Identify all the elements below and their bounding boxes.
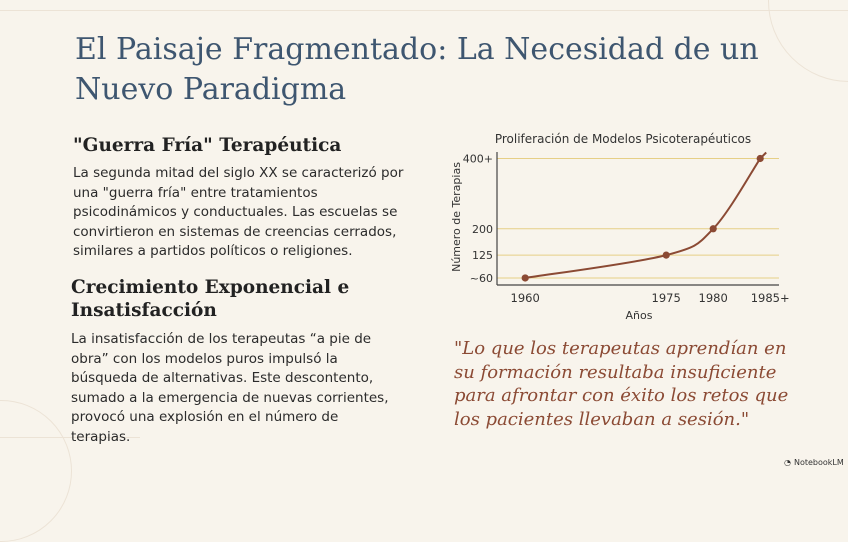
chart-data-point xyxy=(710,225,717,232)
pull-quote: "Lo que los terapeutas aprendían en su formación resultaba insuficiente para afrontar con éxito los retos que los pacientes llevaban a sesión." xyxy=(454,338,789,430)
section-body-guerra-fria: La segunda mitad del siglo XX se caracterizó por una "guerra fría" entre tratamientos psicodinámicos y conductuales. Las escuelas se convirtieron en sistemas de creencias cerrados, similares a partidos políticos o religiones. xyxy=(73,165,404,259)
decor-line-top xyxy=(0,10,848,11)
chart-y-axis-label: Número de Terapias xyxy=(450,162,463,272)
decor-circle-bottom-left xyxy=(0,400,72,542)
chart-y-tick-label: 400+ xyxy=(462,152,493,166)
chart-axes xyxy=(497,152,779,285)
section-heading-crecimiento: Crecimiento Exponencial e Insatisfacción xyxy=(71,277,350,321)
chart-data-point xyxy=(757,155,764,162)
chart-data-points xyxy=(522,155,764,282)
chart-series-line xyxy=(525,153,766,278)
chart-data-point xyxy=(663,252,670,259)
brand-name: NotebookLM xyxy=(793,458,844,467)
therapy-proliferation-chart xyxy=(440,122,800,327)
brand-footer xyxy=(784,458,844,467)
chart-y-tick-labels xyxy=(463,153,493,285)
section-body-crecimiento: La insatisfacción de los terapeutas “a pie de obra” con los modelos puros impulsó la búsqueda de alternativas. Este descontento, sumado a la emergencia de nuevas corrientes, provocó una explosión en el número de terapias. xyxy=(71,331,389,445)
chart-x-axis-label: Años xyxy=(625,309,653,322)
chart-x-tick-label: 1960 xyxy=(510,291,540,305)
chart-data-point xyxy=(522,274,529,281)
chart-x-tick-label: 1975 xyxy=(651,291,681,305)
section-heading-guerra-fria: "Guerra Fría" Terapéutica xyxy=(73,135,342,156)
chart-x-tick-label: 1980 xyxy=(698,291,728,305)
chart-y-tick-label: ~60 xyxy=(469,271,493,285)
chart-title: Proliferación de Modelos Psicoterapéuticos xyxy=(494,132,752,146)
chart-x-tick-label: 1985+ xyxy=(750,291,790,305)
chart-x-tick-labels xyxy=(511,291,790,305)
page-title: El Paisaje Fragmentado: La Necesidad de un Nuevo Paradigma xyxy=(75,32,759,107)
chart-y-tick-label: 125 xyxy=(472,249,493,263)
chart-y-tick-label: 200 xyxy=(472,222,493,236)
notebooklm-logo-icon: ◔ xyxy=(784,458,791,467)
